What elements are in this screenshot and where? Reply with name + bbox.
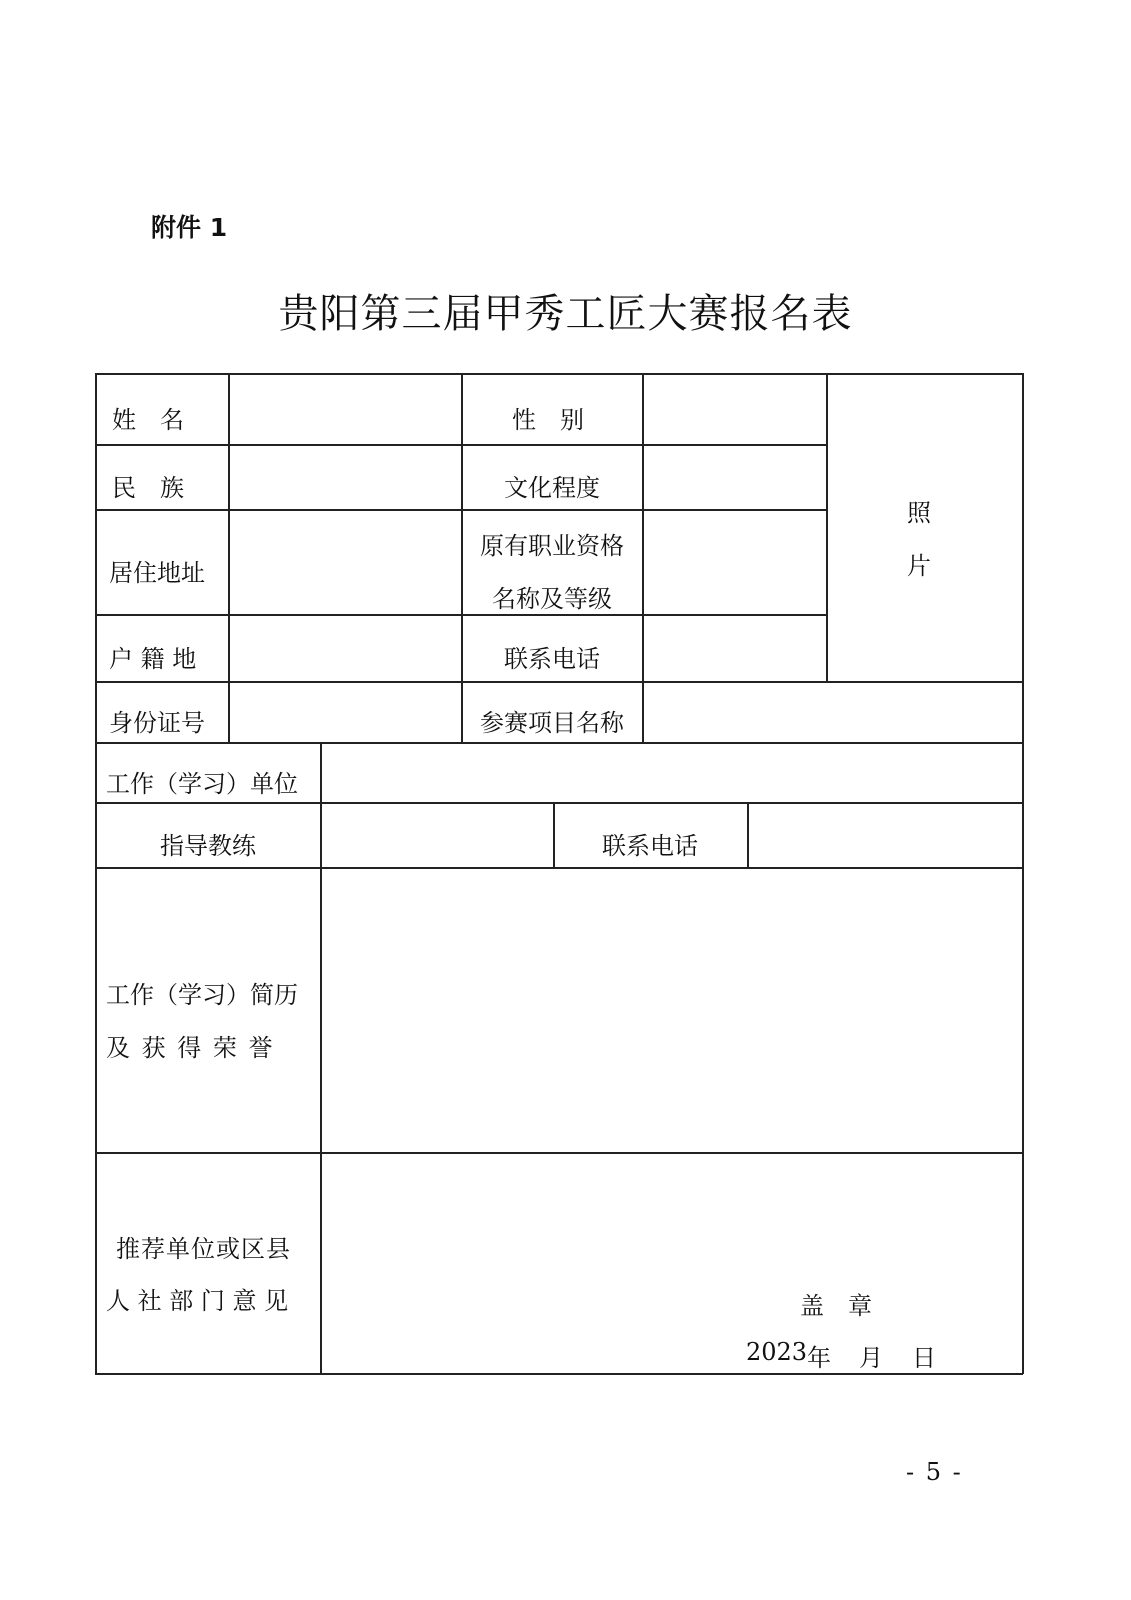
attachment-label: 附件 1 bbox=[151, 213, 228, 242]
label-photo-line1: 照 bbox=[907, 499, 931, 527]
label-address: 居住地址 bbox=[109, 559, 205, 587]
label-qualification-line1: 原有职业资格 bbox=[480, 532, 624, 560]
label-work-unit: 工作（学习）单位 bbox=[106, 770, 298, 798]
label-qualification-line2: 名称及等级 bbox=[492, 585, 612, 613]
label-resume-line2: 及 获 得 荣 誉 bbox=[106, 1034, 275, 1062]
ethnicity-field[interactable] bbox=[230, 446, 460, 508]
seal-year: 2023 bbox=[746, 1338, 808, 1366]
label-coach: 指导教练 bbox=[160, 832, 256, 860]
seal-year-suffix: 年 bbox=[807, 1344, 831, 1372]
seal-month: 月 bbox=[859, 1344, 883, 1372]
seal-day: 日 bbox=[912, 1344, 936, 1372]
label-recommend-line2: 人 社 部 门 意 见 bbox=[106, 1287, 289, 1315]
event-name-field[interactable] bbox=[644, 683, 1021, 741]
education-field[interactable] bbox=[644, 446, 825, 508]
label-gender: 性 别 bbox=[512, 406, 584, 434]
recommend-field[interactable] bbox=[322, 1154, 1021, 1274]
name-field[interactable] bbox=[230, 375, 460, 443]
label-resume-line1: 工作（学习）简历 bbox=[106, 981, 298, 1009]
label-coach-phone: 联系电话 bbox=[602, 832, 698, 860]
label-education: 文化程度 bbox=[504, 474, 600, 502]
photo-box[interactable] bbox=[828, 375, 1021, 680]
gender-field[interactable] bbox=[644, 375, 825, 443]
label-event-name: 参赛项目名称 bbox=[480, 709, 624, 737]
label-ethnicity: 民 族 bbox=[112, 474, 184, 502]
label-id-number: 身份证号 bbox=[109, 709, 205, 737]
id-number-field[interactable] bbox=[230, 683, 460, 741]
resume-field[interactable] bbox=[322, 869, 1021, 1151]
form-title: 贵阳第三届甲秀工匠大赛报名表 bbox=[278, 291, 853, 337]
label-phone: 联系电话 bbox=[504, 645, 600, 673]
seal-label: 盖 章 bbox=[800, 1292, 872, 1320]
coach-field[interactable] bbox=[322, 804, 552, 866]
label-hukou: 户 籍 地 bbox=[109, 645, 197, 673]
phone-field[interactable] bbox=[644, 616, 825, 680]
page-number: - 5 - bbox=[906, 1458, 963, 1486]
address-field[interactable] bbox=[230, 511, 460, 613]
qualification-field[interactable] bbox=[644, 511, 825, 613]
hukou-field[interactable] bbox=[230, 616, 460, 680]
coach-phone-field[interactable] bbox=[749, 804, 1021, 866]
label-recommend-line1: 推荐单位或区县 bbox=[116, 1235, 291, 1263]
label-name: 姓 名 bbox=[112, 406, 184, 434]
label-photo-line2: 片 bbox=[907, 552, 931, 580]
work-unit-field[interactable] bbox=[322, 744, 1021, 801]
